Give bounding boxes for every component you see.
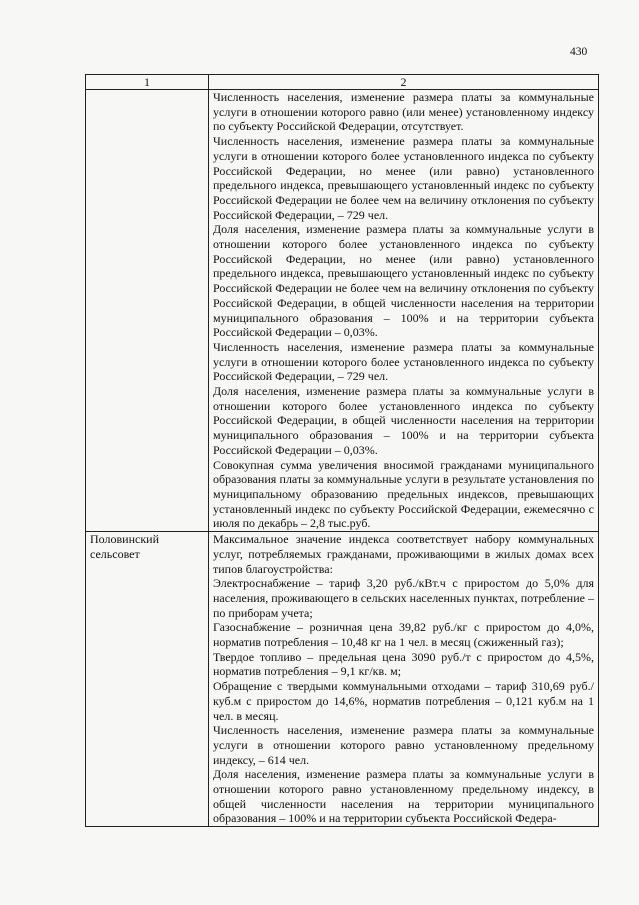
paragraph: Численность населения, изменение размера платы за коммунальные услуги в отношении которого более установленного индекса по субъекту Российской Федерации, – 729 чел.: [213, 339, 594, 384]
paragraph: Доля населения, изменение размера платы за коммунальные услуги в отношении которого более установленного индекса по субъекту Российской Федерации, но менее (или равно) установленного предельного индекса, превышающего установленный индекс по субъекту Российской Федерации не более чем на величину отклонения по субъекту Российской Федерации, в общей численности населения на территории муниципального образования – 100% и на территории субъекта Российской Федерации – 0,03%.: [213, 222, 594, 340]
header-cell-1: 1: [86, 75, 209, 90]
paragraph: Численность населения, изменение размера платы за коммунальные услуги в отношении которого равно установленному предельному индексу, – 614 чел.: [213, 723, 594, 767]
table-row: [86, 532, 599, 827]
paragraph: Доля населения, изменение размера платы за коммунальные услуги в отношении которого более установленного индекса по субъекту Российской Федерации, в общей численности населения на территории муниципального образования – 100% и на территории субъекта Российской Федерации – 0,03%.: [213, 384, 594, 457]
document-table: [85, 74, 599, 827]
paragraph: Численность населения, изменение размера платы за коммунальные услуги в отношении которого более установленного индекса по субъекту Российской Федерации, но менее (или равно) установленного предельного индекса, превышающего установленный индекс по субъекту Российской Федерации не более чем на величину отклонения по субъекту Российской Федерации, – 729 чел.: [213, 134, 594, 222]
paragraph: Газоснабжение – розничная цена 39,82 руб./кг с приростом до 4,0%, норматив потребления – 10,48 кг на 1 чел. в месяц (сжиженный газ);: [213, 620, 594, 650]
paragraph: Твердое топливо – предельная цена 3090 руб./т с приростом до 4,5%, норматив потребления – 9,1 кг/кв. м;: [213, 649, 594, 679]
table-row: [86, 90, 599, 532]
page-number: 430: [570, 46, 588, 58]
row-2-text-cell: [209, 532, 599, 827]
table-header-row: [86, 75, 599, 90]
paragraph: Обращение с твердыми коммунальными отходами – тариф 310,69 руб./куб.м с приростом до 14,6%, норматив потребления – 0,121 куб.м на 1 чел. в месяц.: [213, 679, 594, 723]
paragraph: Максимальное значение индекса соответствует набору коммунальных услуг, потребляемых гражданами, проживающими в жилых домах всех типов благоустройства:: [213, 532, 594, 576]
header-cell-2: 2: [209, 75, 599, 90]
row-1-text-cell: [209, 90, 599, 532]
paragraph: Электроснабжение – тариф 3,20 руб./кВт.ч с приростом до 5,0% для населения, проживающего в сельских населенных пунктах, потребление – по приборам учета;: [213, 576, 594, 620]
paragraph: Численность населения, изменение размера платы за коммунальные услуги в отношении которого равно (или менее) установленному индексу по субъекту Российской Федерации, отсутствует.: [213, 90, 594, 134]
paragraph: Совокупная сумма увеличения вносимой гражданами муниципального образования платы за коммунальные услуги в результате установления по муниципальному образованию предельных индексов, превышающих установленный индекс по субъекту Российской Федерации, ежемесячно с июля по декабрь – 2,8 тыс.руб.: [213, 457, 594, 531]
row-1-name-cell: [86, 90, 209, 532]
paragraph: Доля населения, изменение размера платы за коммунальные услуги в отношении которого равно установленному предельному индексу, в общей численности населения на территории муниципального образования – 100% и на территории субъекта Российской Федера-: [213, 767, 594, 826]
row-2-name-cell: Половинский сельсовет: [86, 532, 209, 827]
